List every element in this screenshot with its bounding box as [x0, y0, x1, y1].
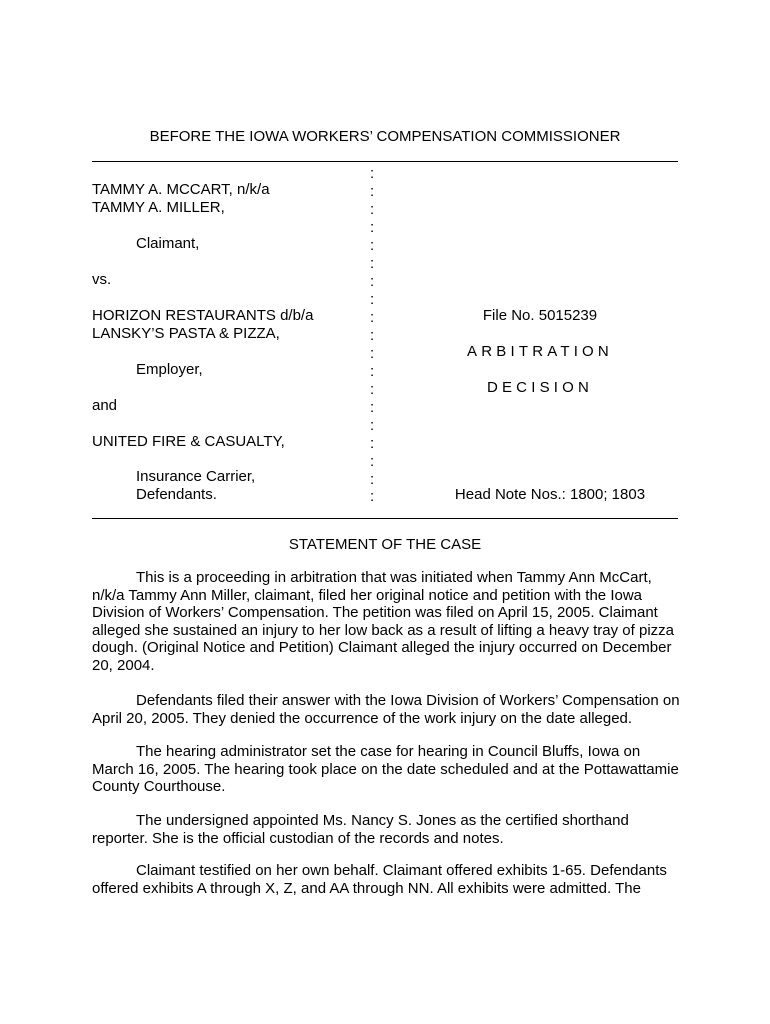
caption-colon: : [370, 255, 375, 272]
paragraph: Defendants filed their answer with the Iowa Division of Workers’ Compensation on April 20, 2005. They denied the occurrence of the work injury on the date alleged. [92, 692, 680, 727]
caption-colon: : [370, 435, 375, 452]
caption-colon: : [370, 363, 375, 380]
caption-colon: : [370, 471, 375, 488]
caption-colon: : [370, 291, 375, 308]
caption-colon: : [370, 237, 375, 254]
caption-colon: : [370, 183, 375, 200]
arbitration-label: ARBITRATION [467, 343, 613, 360]
decision-label: DECISION [486, 379, 594, 396]
caption-colon: : [370, 381, 375, 398]
caption-colon: : [370, 345, 375, 362]
caption-colon: : [370, 453, 375, 470]
versus-label: vs. [92, 271, 112, 288]
paragraph: This is a proceeding in arbitration that was initiated when Tammy Ann McCart, n/k/a Tammy Ann Miller, claimant, filed her original notice and petition with the Iowa Division of Workers’ Compensation. The petition was filed on April 15, 2005. Claimant alleged she sustained an injury to her low back as a result of lifting a heavy tray of pizza dough. (Original Notice and Petition) Claimant alleged the injury occurred on December 20, 2004. [92, 569, 674, 674]
caption-colon: : [370, 309, 375, 326]
caption-colon: : [370, 165, 375, 182]
section-title: STATEMENT OF THE CASE [288, 536, 482, 553]
claimant-name-line-1: TAMMY A. MCCART, n/k/a [92, 181, 270, 198]
bottom-rule [92, 518, 678, 519]
document-heading: BEFORE THE IOWA WORKERS’ COMPENSATION COMMISSIONER [149, 128, 621, 145]
caption-colon: : [370, 219, 375, 236]
paragraph: The hearing administrator set the case for hearing in Council Bluffs, Iowa on March 16, 2005. The hearing took place on the date scheduled and at the Pottawattamie County Courthouse. [92, 743, 679, 795]
paragraph: Claimant testified on her own behalf. Claimant offered exhibits 1-65. Defendants offered exhibits A through X, Z, and AA through NN. All exhibits were admitted. The [92, 862, 667, 897]
employer-name-line-1: HORIZON RESTAURANTS d/b/a [92, 307, 314, 324]
caption-colon: : [370, 399, 375, 416]
head-note-numbers: Head Note Nos.: 1800; 1803 [454, 486, 646, 503]
claimant-role: Claimant, [136, 235, 200, 252]
employer-name-line-2: LANSKY’S PASTA & PIZZA, [92, 325, 280, 342]
defendants-label: Defendants. [136, 486, 217, 503]
carrier-name: UNITED FIRE & CASUALTY, [92, 433, 285, 450]
caption-colon: : [370, 201, 375, 218]
paragraph: The undersigned appointed Ms. Nancy S. Jones as the certified shorthand reporter. She is the official custodian of the records and notes. [92, 812, 629, 847]
caption-colon: : [370, 273, 375, 290]
file-number: File No. 5015239 [482, 307, 598, 324]
claimant-name-line-2: TAMMY A. MILLER, [92, 199, 225, 216]
caption-colon: : [370, 417, 375, 434]
top-rule [92, 161, 678, 162]
caption-colon: : [370, 488, 375, 505]
and-label: and [92, 397, 118, 414]
employer-role: Employer, [136, 361, 203, 378]
caption-colon: : [370, 327, 375, 344]
carrier-role: Insurance Carrier, [136, 468, 256, 485]
